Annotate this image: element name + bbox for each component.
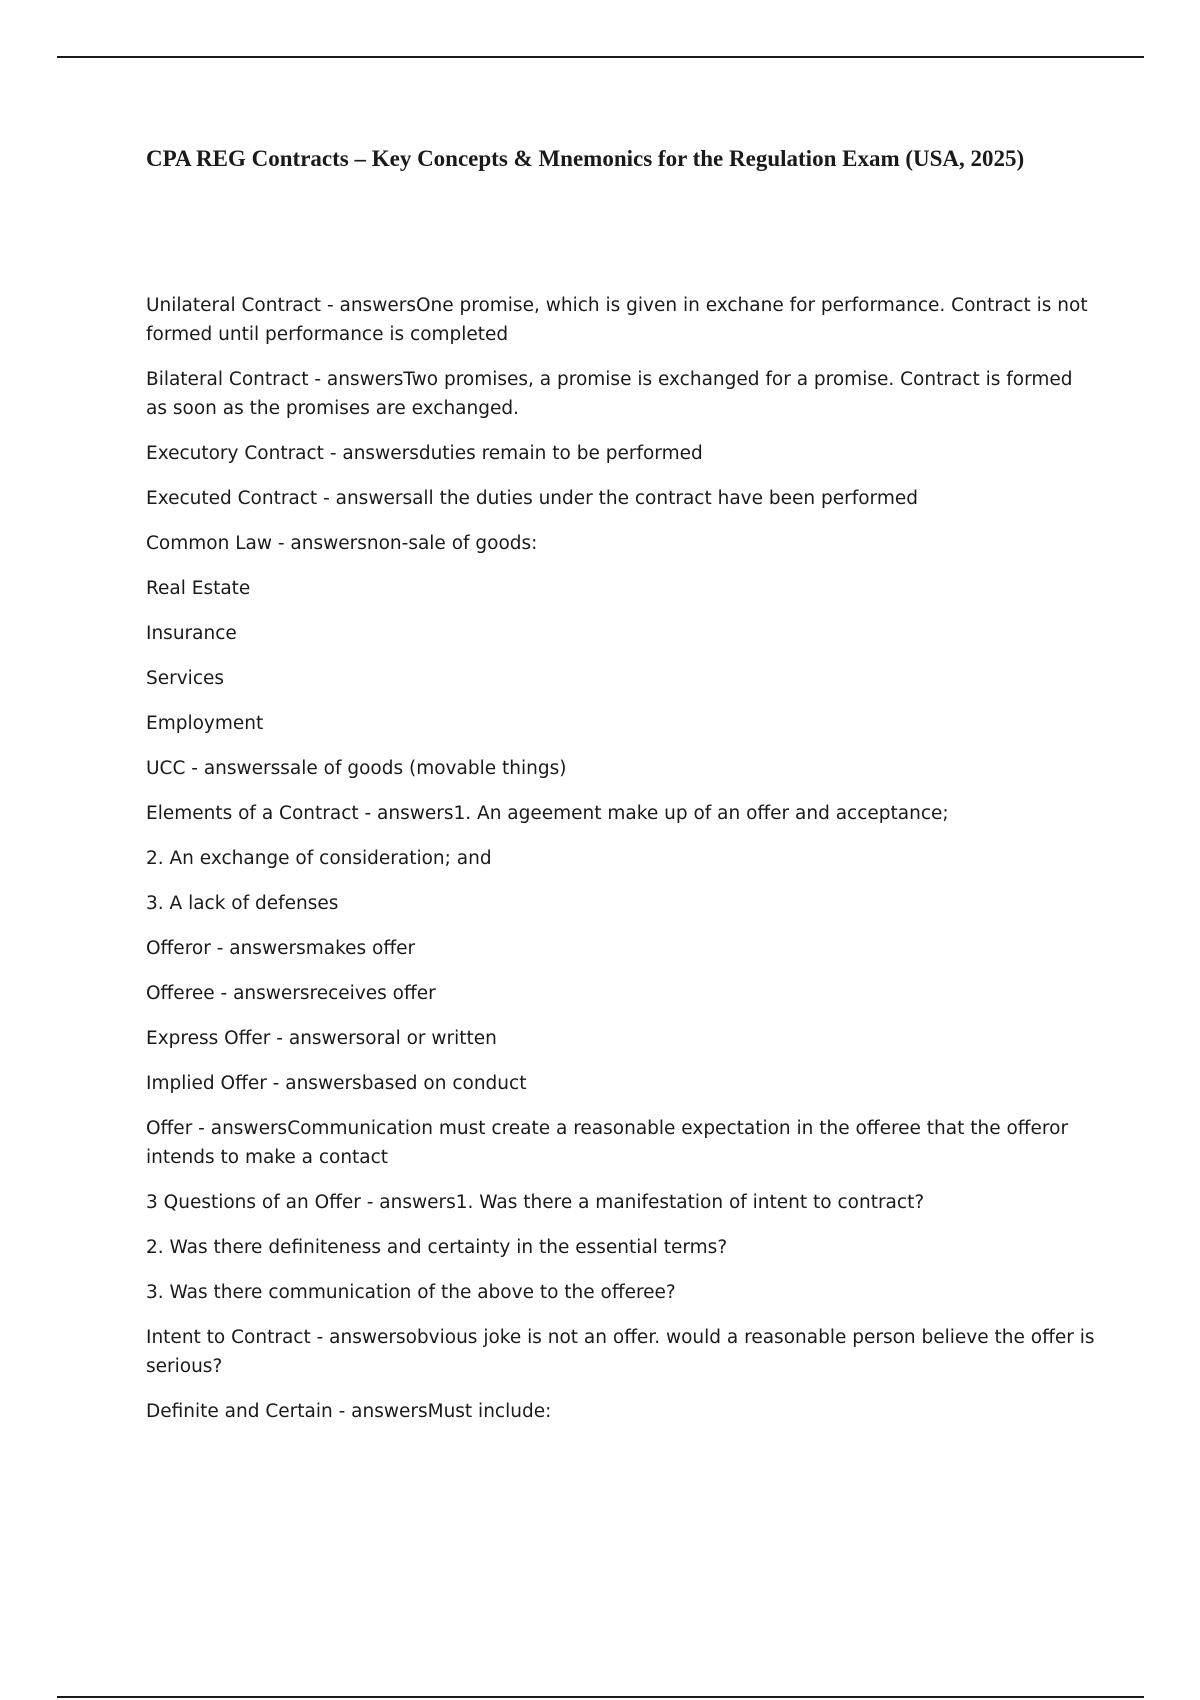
top-rule [57,56,1144,58]
entry-ucc: UCC - answerssale of goods (movable things) [146,758,567,779]
entry-unilateral-contract: Unilateral Contract - answersOne promise, which is given in exchane for performance. Contract is not formed until performance is completed [146,295,1088,345]
entry-element-consideration: 2. An exchange of consideration; and [146,848,492,869]
entry-common-law: Common Law - answersnon-sale of goods: [146,533,538,554]
entry-question-communication: 3. Was there communication of the above to the offeree? [146,1282,676,1303]
entry-real-estate: Real Estate [146,578,251,599]
entry-executory-contract: Executory Contract - answersduties remain to be performed [146,443,703,464]
entry-express-offer: Express Offer - answersoral or written [146,1028,497,1049]
entry-offeree: Offeree - answersreceives offer [146,983,436,1004]
entry-definite-and-certain: Definite and Certain - answersMust include: [146,1401,552,1422]
entry-questions-of-offer: 3 Questions of an Offer - answers1. Was there a manifestation of intent to contract? [146,1192,925,1213]
entry-question-definiteness: 2. Was there definiteness and certainty in the essential terms? [146,1237,728,1258]
entry-offer: Offer - answersCommunication must create a reasonable expectation in the offeree that the offeror intends to make a contact [146,1118,1069,1168]
entry-employment: Employment [146,713,264,734]
entry-insurance: Insurance [146,623,237,644]
entry-elements-of-contract: Elements of a Contract - answers1. An ageement make up of an offer and acceptance; [146,803,949,824]
entry-implied-offer: Implied Offer - answersbased on conduct [146,1073,527,1094]
document-title: CPA REG Contracts – Key Concepts & Mnemonics for the Regulation Exam (USA, 2025) [146,146,1025,171]
entry-intent-to-contract: Intent to Contract - answersobvious joke is not an offer. would a reasonable person believe the offer is serious? [146,1327,1095,1377]
entry-executed-contract: Executed Contract - answersall the duties under the contract have been performed [146,488,918,509]
entry-element-defenses: 3. A lack of defenses [146,893,339,914]
entry-offeror: Offeror - answersmakes offer [146,938,416,959]
bottom-rule [57,1696,1144,1698]
entry-bilateral-contract: Bilateral Contract - answersTwo promises, a promise is exchanged for a promise. Contract is formed as soon as the promises are exchanged. [146,369,1073,419]
document-body [146,291,1096,1442]
entry-services: Services [146,668,225,689]
